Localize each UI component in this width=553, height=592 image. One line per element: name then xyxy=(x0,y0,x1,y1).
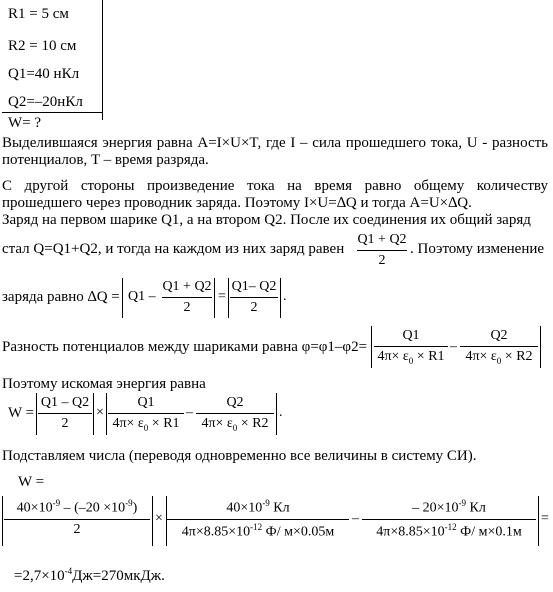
period: . xyxy=(279,405,283,420)
abs-bar xyxy=(538,496,539,546)
period: . xyxy=(283,289,287,304)
fraction-phi2: Q2 $4\pi\times \varepsilon_0 \times R2$ xyxy=(196,395,274,433)
equals-sign: = xyxy=(541,511,549,526)
fraction-half-sum xyxy=(357,232,407,269)
minus-sign: – xyxy=(186,405,193,420)
potential-diff-label: Разность потенциалов между шариками равна φ=φ1–φ2= xyxy=(2,339,368,355)
fraction-bar xyxy=(357,250,407,251)
substitute-intro: Подставляем числа (переводя одновременно все величины в систему СИ). xyxy=(2,448,477,464)
w-equals: W = xyxy=(8,405,35,421)
abs-bar xyxy=(280,278,281,318)
fraction-numeric-phi1: $40\times 10^{-9}$ Кл $4\pi\times 8.85\times 10^{-12}$ Ф/ м×0.05м xyxy=(167,498,349,540)
fraction-phi2: Q2 $4\pi\times \varepsilon_0 \times R2$ xyxy=(460,328,538,366)
abs-bar xyxy=(540,326,541,368)
abs-bar xyxy=(106,393,107,435)
abs-bar xyxy=(228,278,229,318)
fraction-phi1: Q1 $4\pi\times \varepsilon_0 \times R1$ xyxy=(108,395,184,433)
equals-sign: = xyxy=(218,289,226,304)
abs-bar xyxy=(214,278,215,318)
fraction-half-diff: Q1 – Q2 2 xyxy=(38,395,92,432)
given-q2: Q2=–20нКл xyxy=(8,94,83,110)
abs-bar xyxy=(152,496,153,546)
paragraph-energy: Выделившаяся энергия равна A=I×U×T, где I – сила прошедшего тока, U - разность потенциалов, T – время разряда. xyxy=(2,135,548,168)
abs-bar xyxy=(2,496,3,546)
find-w: W= ? xyxy=(8,115,42,131)
paragraph-connection-tail: . Поэтому изменение xyxy=(410,241,545,257)
minus-sign: – xyxy=(450,339,457,354)
minus-sign: – xyxy=(352,511,359,526)
given-r1: R1 = 5 см xyxy=(8,6,69,22)
abs-bar xyxy=(36,393,37,435)
given-divider-horizontal xyxy=(2,112,102,113)
delta-q-label: заряда равно ∆Q = xyxy=(2,289,120,305)
fraction-half-diff: Q1– Q2 2 xyxy=(231,279,277,315)
result: $=2,7\times 10^{-4}Дж=270мкДж$. xyxy=(14,566,165,584)
paragraph-connection: Заряд на первом шарике Q1, а на втором Q2. После их соединения их общий заряд xyxy=(2,212,531,228)
given-r2: R2 = 10 см xyxy=(8,38,77,54)
given-divider-vertical xyxy=(102,0,103,120)
given-q1: Q1=40 нКл xyxy=(8,66,80,82)
fraction-den: 2 xyxy=(378,253,386,268)
fraction-numeric-phi2: – $20\times 10^{-9}$ Кл $4\pi\times 8.85\times 10^{-12}$ Ф/ м×0.1м xyxy=(362,498,536,540)
abs-bar xyxy=(276,393,277,435)
fraction-num: Q1 + Q2 xyxy=(357,232,407,247)
abs-bar xyxy=(122,278,123,318)
energy-intro: Поэтому искомая энергия равна xyxy=(2,376,206,392)
fraction-phi1: Q1 $4\pi\times \varepsilon_0 \times R1$ xyxy=(374,328,448,366)
paragraph-charge: С другой стороны произведение тока на время равно общему количеству прошедшего через проводник заряда. Поэтому I×U=∆Q и тогда A=U×∆Q. xyxy=(2,178,548,211)
abs-bar xyxy=(93,393,94,435)
w-equals: W = xyxy=(18,474,45,490)
q1-minus: Q1 – xyxy=(128,289,156,304)
paragraph-connection-cont: стал Q=Q1+Q2, и тогда на каждом из них заряд равен xyxy=(2,241,345,257)
times-sign: × xyxy=(155,511,163,526)
times-sign: × xyxy=(96,405,104,420)
fraction-numeric-charge: $40\times 10^{-9} - (-20 \times 10^{-9})$ 2 xyxy=(4,498,150,538)
abs-bar xyxy=(371,326,372,368)
fraction-half-sum: Q1 + Q2 2 xyxy=(162,279,212,315)
